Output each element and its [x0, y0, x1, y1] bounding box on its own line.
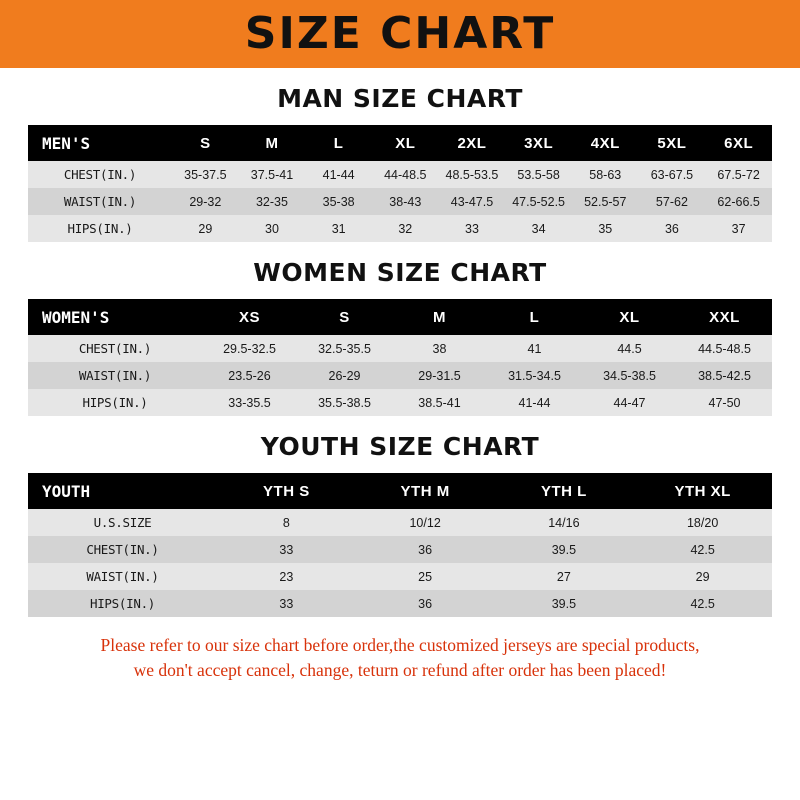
column-header: XL	[582, 299, 677, 335]
table-header-row	[28, 473, 772, 509]
cell: 36	[356, 536, 495, 563]
cell: 34.5-38.5	[582, 362, 677, 389]
cell: 38.5-42.5	[677, 362, 772, 389]
cell: 36	[356, 590, 495, 617]
cell: 35	[572, 215, 639, 242]
cell: 44-48.5	[372, 161, 439, 188]
column-header: 3XL	[505, 125, 572, 161]
row-label: CHEST(IN.)	[28, 536, 217, 563]
cell: 52.5-57	[572, 188, 639, 215]
section-title-men: MAN SIZE CHART	[277, 84, 523, 113]
cell: 33-35.5	[202, 389, 297, 416]
cell: 53.5-58	[505, 161, 572, 188]
row-label: WAIST(IN.)	[28, 188, 172, 215]
column-header: M	[392, 299, 487, 335]
cell: 29.5-32.5	[202, 335, 297, 362]
cell: 67.5-72	[705, 161, 772, 188]
section-title-youth: YOUTH SIZE CHART	[260, 432, 540, 461]
cell: 42.5	[633, 536, 772, 563]
cell: 30	[239, 215, 306, 242]
cell: 63-67.5	[639, 161, 706, 188]
cell: 29	[633, 563, 772, 590]
cell: 29	[172, 215, 239, 242]
cell: 8	[217, 509, 356, 536]
column-header: XS	[202, 299, 297, 335]
row-label: CHEST(IN.)	[28, 161, 172, 188]
column-header: 4XL	[572, 125, 639, 161]
row-label: WAIST(IN.)	[28, 563, 217, 590]
row-label: CHEST(IN.)	[28, 335, 202, 362]
cell: 26-29	[297, 362, 392, 389]
cell: 38.5-41	[392, 389, 487, 416]
column-header: S	[172, 125, 239, 161]
cell: 62-66.5	[705, 188, 772, 215]
table-row	[28, 590, 772, 617]
cell: 38	[392, 335, 487, 362]
section-men	[28, 84, 772, 242]
table-women	[28, 299, 772, 416]
footer-line-2: we don't accept cancel, change, teturn or refund after order has been placed!	[133, 660, 667, 681]
cell: 48.5-53.5	[439, 161, 506, 188]
cell: 37.5-41	[239, 161, 306, 188]
cell: 18/20	[633, 509, 772, 536]
cell: 25	[356, 563, 495, 590]
column-header: 6XL	[705, 125, 772, 161]
table-row	[28, 362, 772, 389]
table-row	[28, 536, 772, 563]
column-header: YTH M	[356, 473, 495, 509]
table-header-row	[28, 299, 772, 335]
row-label: WAIST(IN.)	[28, 362, 202, 389]
cell: 35-38	[305, 188, 372, 215]
cell: 29-31.5	[392, 362, 487, 389]
column-header: YTH XL	[633, 473, 772, 509]
cell: 44.5-48.5	[677, 335, 772, 362]
cell: 47.5-52.5	[505, 188, 572, 215]
cell: 38-43	[372, 188, 439, 215]
cell: 37	[705, 215, 772, 242]
cell: 33	[217, 590, 356, 617]
table-header-row	[28, 125, 772, 161]
cell: 31.5-34.5	[487, 362, 582, 389]
cell: 39.5	[495, 590, 634, 617]
row-label: HIPS(IN.)	[28, 389, 202, 416]
column-header: 5XL	[639, 125, 706, 161]
table-youth	[28, 473, 772, 617]
page-title: SIZE CHART	[244, 8, 556, 59]
cell: 44.5	[582, 335, 677, 362]
table-row	[28, 563, 772, 590]
column-header: L	[487, 299, 582, 335]
cell: 41-44	[487, 389, 582, 416]
column-header: L	[305, 125, 372, 161]
column-header: YTH L	[495, 473, 634, 509]
cell: 57-62	[639, 188, 706, 215]
cell: 23	[217, 563, 356, 590]
table-row	[28, 188, 772, 215]
cell: 47-50	[677, 389, 772, 416]
table-men	[28, 125, 772, 242]
table-row	[28, 215, 772, 242]
row-label: U.S.SIZE	[28, 509, 217, 536]
cell: 39.5	[495, 536, 634, 563]
cell: 41	[487, 335, 582, 362]
row-label: HIPS(IN.)	[28, 590, 217, 617]
column-header: YTH S	[217, 473, 356, 509]
section-title-women: WOMEN SIZE CHART	[253, 258, 547, 287]
footer-line-1: Please refer to our size chart before order,the customized jerseys are special products,	[100, 635, 700, 655]
section-youth	[28, 432, 772, 617]
cell: 27	[495, 563, 634, 590]
footer-note	[28, 633, 772, 684]
table-row	[28, 335, 772, 362]
content	[0, 84, 800, 684]
banner	[0, 0, 800, 68]
cell: 31	[305, 215, 372, 242]
row-label: HIPS(IN.)	[28, 215, 172, 242]
table-row	[28, 389, 772, 416]
section-women	[28, 258, 772, 416]
column-header: XL	[372, 125, 439, 161]
header-corner: YOUTH	[28, 473, 217, 509]
header-corner: WOMEN'S	[28, 299, 202, 335]
cell: 23.5-26	[202, 362, 297, 389]
column-header: 2XL	[439, 125, 506, 161]
cell: 14/16	[495, 509, 634, 536]
cell: 33	[439, 215, 506, 242]
cell: 42.5	[633, 590, 772, 617]
cell: 36	[639, 215, 706, 242]
cell: 58-63	[572, 161, 639, 188]
cell: 35-37.5	[172, 161, 239, 188]
cell: 35.5-38.5	[297, 389, 392, 416]
cell: 32.5-35.5	[297, 335, 392, 362]
table-row	[28, 161, 772, 188]
cell: 41-44	[305, 161, 372, 188]
cell: 32	[372, 215, 439, 242]
cell: 44-47	[582, 389, 677, 416]
cell: 29-32	[172, 188, 239, 215]
cell: 34	[505, 215, 572, 242]
cell: 33	[217, 536, 356, 563]
table-row	[28, 509, 772, 536]
cell: 32-35	[239, 188, 306, 215]
cell: 43-47.5	[439, 188, 506, 215]
column-header: XXL	[677, 299, 772, 335]
cell: 10/12	[356, 509, 495, 536]
column-header: M	[239, 125, 306, 161]
header-corner: MEN'S	[28, 125, 172, 161]
column-header: S	[297, 299, 392, 335]
